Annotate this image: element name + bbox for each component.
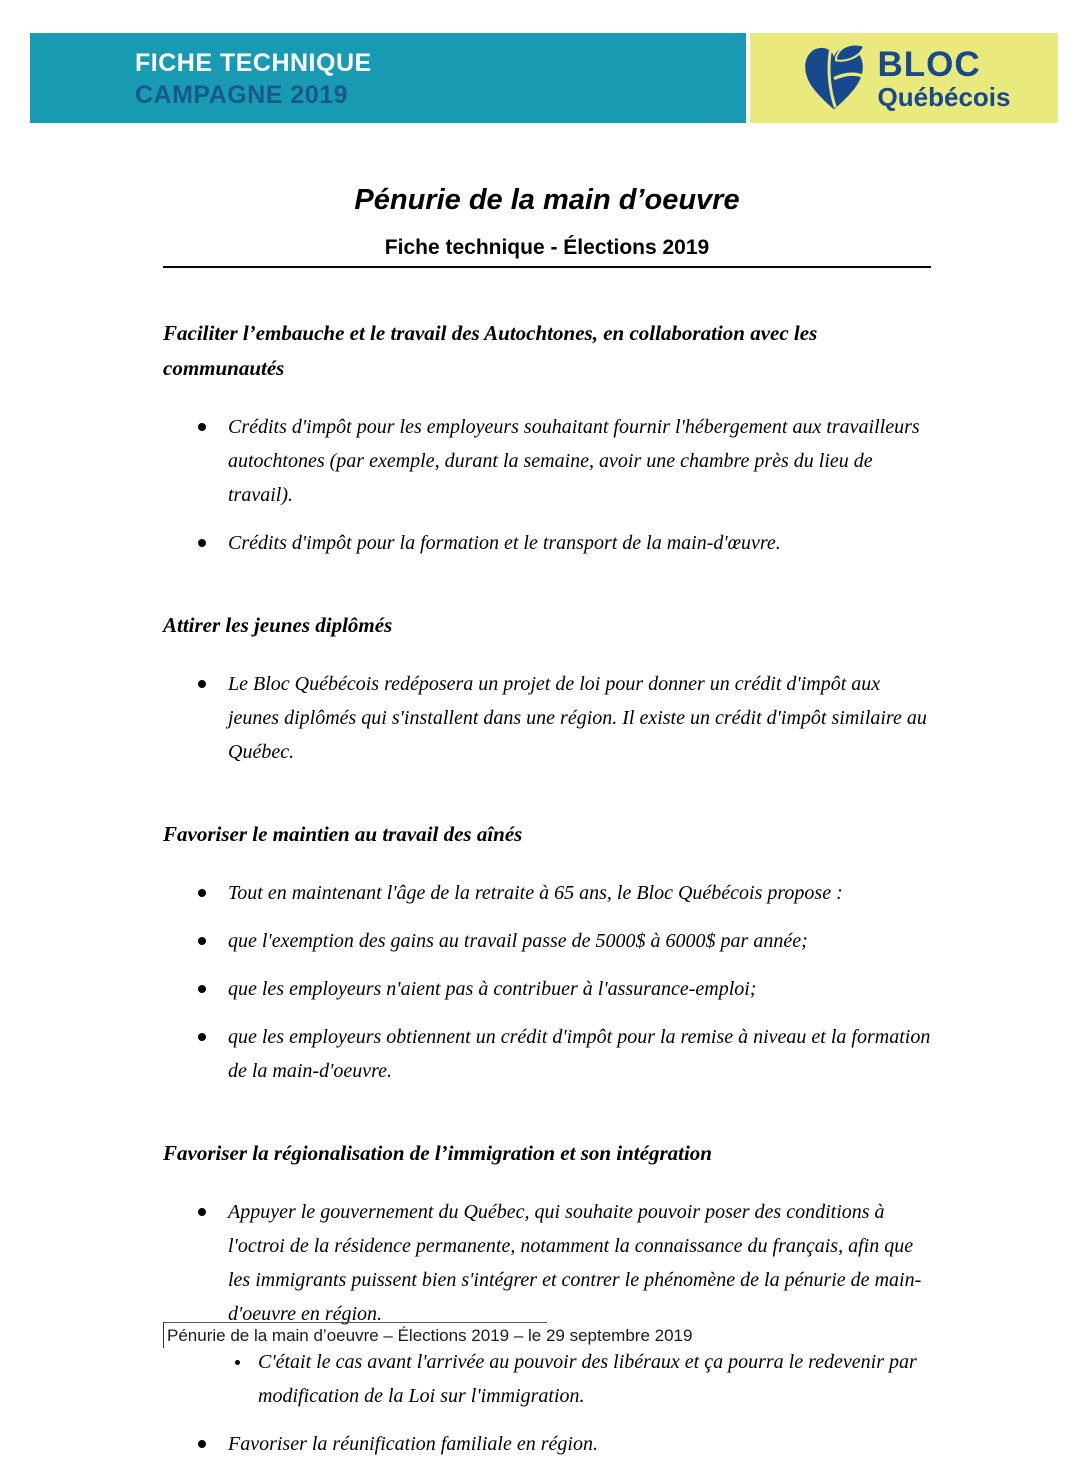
bullet-icon	[198, 423, 206, 431]
document-section	[163, 1136, 931, 1461]
bullet-text: Favoriser la réunification familiale en région.	[228, 1433, 598, 1455]
document-subtitle: Fiche technique - Élections 2019	[384, 236, 710, 259]
bullet-item	[163, 526, 931, 560]
bullet-item	[163, 1195, 931, 1331]
bullet-icon	[198, 985, 206, 993]
page-footer	[163, 1322, 931, 1348]
bullet-item	[163, 410, 931, 512]
bullet-icon	[198, 1033, 206, 1041]
bloc-quebecois-heart-leaf-icon	[798, 42, 870, 114]
document-body	[163, 183, 931, 1475]
bullet-icon	[198, 680, 206, 688]
bullet-icon	[198, 1208, 206, 1216]
bullet-icon	[198, 937, 206, 945]
bullet-item	[163, 667, 931, 769]
bullet-text: Le Bloc Québécois redéposera un projet de loi pour donner un crédit d'impôt aux jeunes diplômés qui s'installent dans une région. Il existe un crédit d'impôt similaire au Québec.	[228, 673, 927, 763]
header-band-subtitle: CAMPAGNE 2019	[135, 81, 349, 109]
page-header	[30, 33, 1058, 123]
sections	[163, 316, 931, 1461]
bullet-text: Tout en maintenant l'âge de la retraite à 65 ans, le Bloc Québécois propose :	[228, 882, 843, 904]
header-teal-band	[30, 33, 746, 123]
bullet-item	[163, 1020, 931, 1088]
document-section	[163, 817, 931, 1088]
logo-text-bloc: BLOC	[877, 44, 981, 84]
section-heading: Favoriser le maintien au travail des aînés	[163, 822, 523, 846]
logo-text-quebecois: Québécois	[877, 81, 1011, 112]
bullet-text: Crédits d'impôt pour la formation et le transport de la main-d'œuvre.	[228, 532, 781, 554]
subtitle-rule	[163, 266, 931, 268]
bullet-item	[163, 924, 931, 958]
logo-wordmark	[877, 44, 1011, 112]
bullet-text: que l'exemption des gains au travail passe de 5000$ à 6000$ par année;	[228, 930, 808, 952]
bullet-text: Appuyer le gouvernement du Québec, qui souhaite pouvoir poser des conditions à l'octroi de la résidence permanente, notamment la connaissance du français, afin que les immigrants puissent bien s'intégrer et contrer le phénomène de la pénurie de main-d'oeuvre en région.	[228, 1201, 922, 1325]
bullet-item	[163, 876, 931, 910]
bullet-text: que les employeurs n'aient pas à contribuer à l'assurance-emploi;	[228, 978, 757, 1000]
bullet-icon	[198, 889, 206, 897]
bullet-item	[163, 972, 931, 1006]
section-heading: Attirer les jeunes diplômés	[163, 613, 393, 637]
bullet-text: Crédits d'impôt pour les employeurs souhaitant fournir l'hébergement aux travailleurs autochtones (par exemple, durant la semaine, avoir une chambre près du lieu de travail).	[228, 416, 920, 506]
section-heading: Faciliter l’embauche et le travail des Autochtones, en collaboration avec les communautés	[163, 321, 818, 380]
header-band-title: FICHE TECHNIQUE	[135, 49, 372, 77]
header-logo-band	[750, 33, 1058, 123]
document-title: Pénurie de la main d’oeuvre	[354, 184, 740, 216]
bullet-icon	[198, 1440, 206, 1448]
bullet-icon	[235, 1360, 240, 1365]
document-section	[163, 316, 931, 560]
bullet-text: C'était le cas avant l'arrivée au pouvoir des libéraux et ça pourra le redevenir par modification de la Loi sur l'immigration.	[258, 1351, 917, 1407]
bullet-item	[163, 1427, 931, 1461]
bullet-text: que les employeurs obtiennent un crédit d'impôt pour la remise à niveau et la formation de la main-d'oeuvre.	[228, 1026, 931, 1082]
section-heading: Favoriser la régionalisation de l’immigration et son intégration	[163, 1141, 712, 1165]
footer-text: Pénurie de la main d’oeuvre – Élections 2019 – le 29 septembre 2019	[163, 1322, 547, 1348]
sub-bullet-item	[163, 1345, 931, 1413]
document-section	[163, 608, 931, 769]
bullet-icon	[198, 539, 206, 547]
